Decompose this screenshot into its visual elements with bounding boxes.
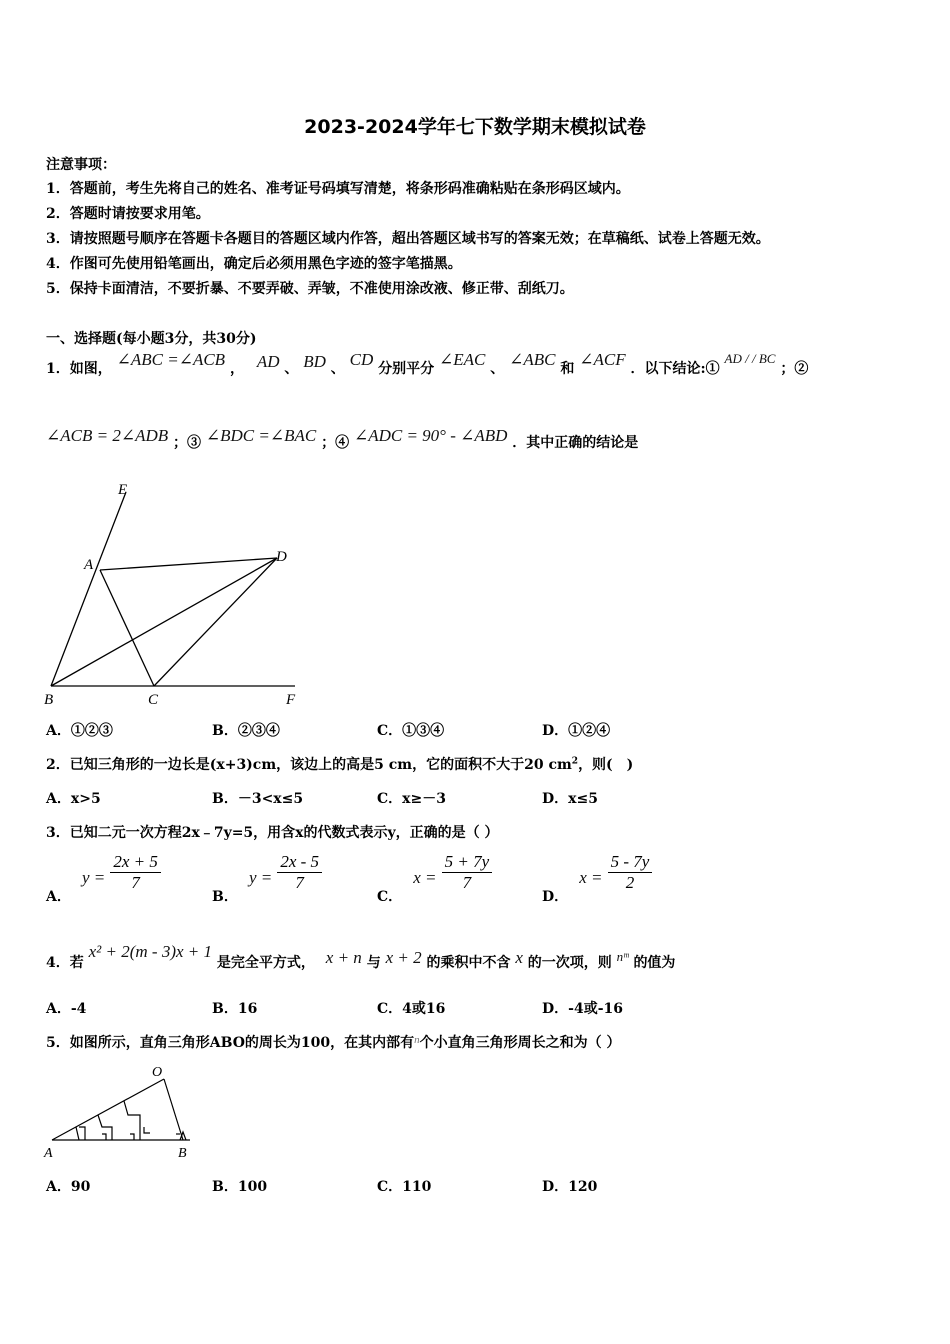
label-D: D <box>276 549 287 565</box>
question-3: 3．已知二元一次方程2x﹣7y=5，用含x的代数式表示y，正确的是（ ） <box>46 825 499 841</box>
option-b: B．②③④ <box>212 723 280 739</box>
option-d: D．-4或-16 <box>542 1001 623 1017</box>
option-a: A．x>5 <box>46 791 101 807</box>
section-heading: 一、选择题(每小题3分，共30分) <box>46 331 257 347</box>
notice-item: 2．答题时请按要求用笔。 <box>46 206 210 222</box>
line-BE <box>51 492 126 686</box>
option-c: C．x≥－3 <box>377 791 446 807</box>
geometry-figure-5 <box>40 1062 200 1162</box>
option-b: B．100 <box>212 1179 268 1195</box>
option-c: C． x = $\frac{5 + 7y}{7}$ <box>377 852 492 893</box>
option-d: D． x = $\frac{5 - 7y}{2}$ <box>542 852 652 893</box>
line-CD <box>154 558 277 686</box>
question-4: 4．若 x² + 2(m - 3)x + 1 是完全平方式， x + n 与 x + 2 的乘积中不含 x 的一次项，则 nᵐ 的值为 <box>46 942 676 971</box>
option-b: B．－3<x≤5 <box>212 791 304 807</box>
question-2: 2．已知三角形的一边长是(x+3)cm，该边上的高是5 cm，它的面积不大于20 $cm^2$，则( ) <box>46 756 634 773</box>
option-a: A．90 <box>46 1179 91 1195</box>
line-OB <box>164 1079 183 1140</box>
option-a: A． y = $\frac{2x + 5}{7}$ <box>46 852 161 893</box>
geometry-figure-1 <box>40 478 310 710</box>
fraction: $\frac{2x - 5}{7}$ <box>277 852 322 893</box>
fraction: $\frac{5 + 7y}{7}$ <box>442 852 493 893</box>
notice-item: 3．请按照题号顺序在答题卡各题目的答题区域内作答，超出答题区域书写的答案无效；在草稿纸、试卷上答题无效。 <box>46 231 770 247</box>
label-A: A <box>84 557 94 573</box>
notice-item: 1．答题前，考生先将自己的姓名、准考证号码填写清楚，将条形码准确粘贴在条形码区域内。 <box>46 181 630 197</box>
option-c: C．110 <box>377 1179 432 1195</box>
question-1: 1．如图， ∠ABC =∠ACB ， AD 、 BD 、 CD 分别平分 ∠EAC 、 ∠ABC 和 ∠ACF ．以下结论:① AD / / BC ；② <box>46 350 809 377</box>
line-AO <box>52 1079 164 1140</box>
label-C: C <box>148 692 159 708</box>
label-E: E <box>118 482 128 498</box>
right-angle-mark <box>102 1134 106 1140</box>
fraction: $\frac{5 - 7y}{2}$ <box>608 852 653 893</box>
option-c: C．①③④ <box>377 723 445 739</box>
option-d: D．x≤5 <box>542 791 598 807</box>
notice-item: 5．保持卡面清洁，不要折暴、不要弄破、弄皱，不准使用涂改液、修正带、刮纸刀。 <box>46 281 574 297</box>
label-B: B <box>44 692 54 708</box>
option-a: A．-4 <box>46 1001 87 1017</box>
fraction: $\frac{2x + 5}{7}$ <box>110 852 161 893</box>
notice-heading: 注意事项： <box>46 157 116 173</box>
notice-item: 4．作图可先使用铅笔画出，确定后必须用黑色字迹的签字笔描黑。 <box>46 256 462 272</box>
small-triangle-2 <box>98 1115 112 1140</box>
small-triangle-1 <box>79 1127 85 1140</box>
label-O: O <box>152 1065 163 1080</box>
line-AD <box>100 558 277 570</box>
small-leg <box>76 1127 79 1140</box>
right-angle-mark <box>144 1127 150 1133</box>
right-angle-mark <box>130 1134 134 1140</box>
option-a: A．①②③ <box>46 723 113 739</box>
page-title: 2023-2024学年七下数学期末模拟试卷 <box>304 116 646 138</box>
line-BD <box>51 558 277 686</box>
label-F: F <box>286 692 296 708</box>
option-d: D．①②④ <box>542 723 611 739</box>
label-A: A <box>44 1146 53 1161</box>
question-1-cont: ∠ACB = 2∠ADB ；③ ∠BDC =∠BAC ；④ ∠ADC = 90° - ∠ABD ．其中正确的结论是 <box>46 426 639 451</box>
option-b: B．16 <box>212 1001 258 1017</box>
option-b: B． y = $\frac{2x - 5}{7}$ <box>212 852 322 893</box>
line-AC <box>100 570 154 686</box>
option-c: C．4或16 <box>377 1001 446 1017</box>
question-5: 5．如图所示，直角三角形ABO的周长为100，在其内部有$^n$个小直角三角形周长之和为（ ） <box>46 1034 621 1051</box>
label-B: B <box>178 1146 187 1161</box>
option-d: D．120 <box>542 1179 598 1195</box>
